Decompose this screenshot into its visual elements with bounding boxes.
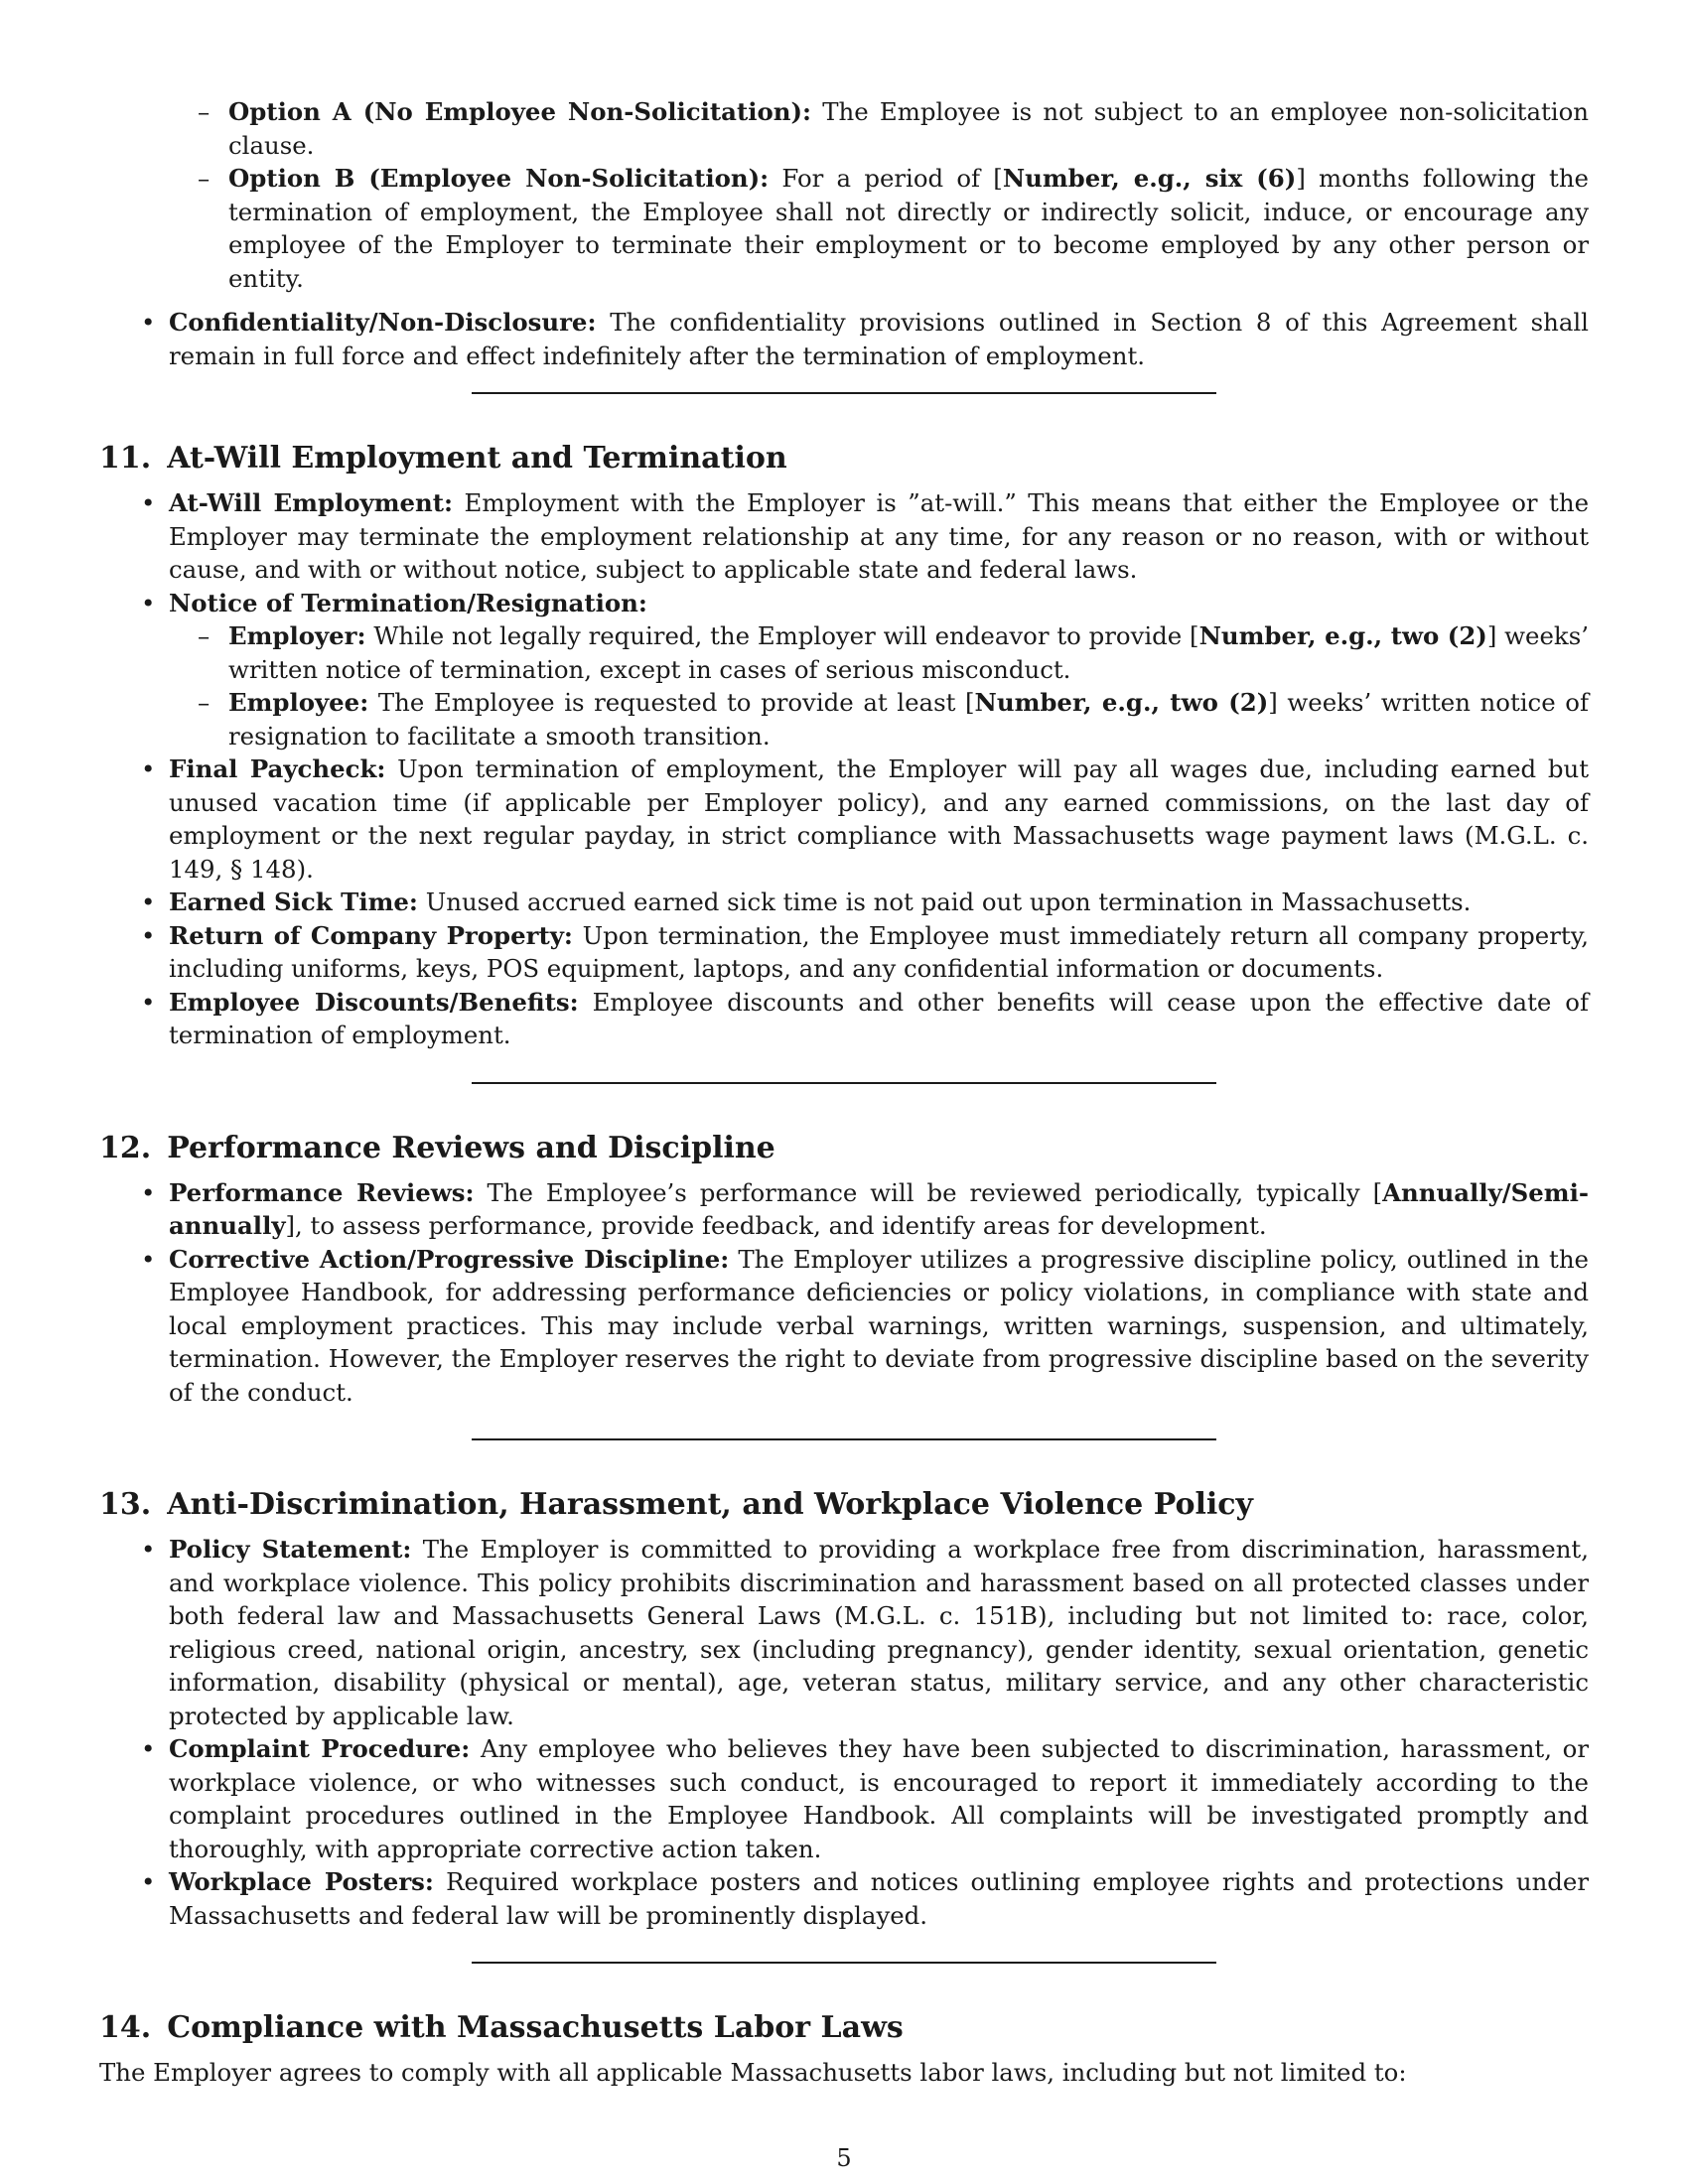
confidentiality-list xyxy=(99,306,1589,372)
performance-reviews-item: • Performance Reviews: The Employee’s performance will be reviewed periodically, typically [Annually/Semi-annually], to assess performance, provide feedback, and identify areas for development. xyxy=(99,1176,1589,1243)
page-number: 5 xyxy=(836,2144,852,2172)
placeholder: Number, e.g., two (2) xyxy=(1198,621,1487,650)
confidentiality-item: • Confidentiality/Non-Disclosure: The confidentiality provisions outlined in Section 8 of this Agreement shall remain in full force and effect indefinitely after the termination of employment. xyxy=(99,306,1589,372)
final-paycheck-item: • Final Paycheck: Upon termination of employment, the Employer will pay all wages due, including earned but unused vacation time (if applicable per Employer policy), and any earned commissions, on the last day of employment or the next regular payday, in strict compliance with Massachusetts wage payment laws (M.G.L. c. 149, § 148). xyxy=(99,752,1589,886)
notice-item: • Notice of Termination/Resignation: – Employer: While not legally required, the Employer will endeavor to provide [Number, e.g., two (2)] weeks’ written notice of termination, except in cases of serious misconduct. – Employee: The Employee is requested to provide at least [Number, e.g., two (2)] weeks’ written notice of resignation to facilitate a smooth transition. xyxy=(99,587,1589,753)
complaint-procedure-item: • Complaint Procedure: Any employee who believes they have been subjected to discrimination, harassment, or workplace violence, or who witnesses such conduct, is encouraged to report it immediately according to the complaint procedures outlined in the Employee Handbook. All complaints will be investigated promptly and thoroughly, with appropriate corrective action taken. xyxy=(99,1732,1589,1865)
non-solicitation-options xyxy=(99,95,1589,295)
placeholder: Number, e.g., six (6) xyxy=(1002,164,1297,193)
section-14-intro: The Employer agrees to comply with all applicable Massachusetts labor laws, including but not limited to: xyxy=(99,2058,1407,2087)
sick-time-item: • Earned Sick Time: Unused accrued earned sick time is not paid out upon termination in Massachusetts. xyxy=(99,886,1589,919)
placeholder: Annually/Semi-annually xyxy=(169,1177,1589,1240)
section-divider xyxy=(472,1962,1216,1964)
at-will-item: • At-Will Employment: Employment with the Employer is ”at-will.” This means that either the Employee or the Employer may terminate the employment relationship at any time, for any reason or no reason, with or without cause, and with or without notice, subject to applicable state and federal laws. xyxy=(99,486,1589,587)
corrective-action-item: • Corrective Action/Progressive Discipline: The Employer utilizes a progressive discipline policy, outlined in the Employee Handbook, for addressing performance deficiencies or policy violations, in compliance with state and local employment practices. This may include verbal warnings, written warnings, suspension, and ultimately, termination. However, the Employer reserves the right to deviate from progressive discipline based on the severity of the conduct. xyxy=(99,1243,1589,1410)
section-13-list xyxy=(99,1533,1589,1932)
section-12-title: 12. Performance Reviews and Discipline xyxy=(99,1130,775,1165)
placeholder: Number, e.g., two (2) xyxy=(974,688,1269,717)
notice-sublist xyxy=(169,619,1589,752)
section-12-list xyxy=(99,1176,1589,1410)
section-divider xyxy=(472,1082,1216,1084)
section-divider xyxy=(472,1438,1216,1440)
document-page xyxy=(99,95,1589,2090)
option-a-item: – Option A (No Employee Non-Solicitation): The Employee is not subject to an employee non-solicitation clause. xyxy=(99,95,1589,162)
section-11-title: 11. At-Will Employment and Termination xyxy=(99,441,787,476)
section-divider xyxy=(472,392,1216,394)
discounts-item: • Employee Discounts/Benefits: Employee discounts and other benefits will cease upon the effective date of termination of employment. xyxy=(99,986,1589,1052)
section-11-list xyxy=(99,486,1589,1052)
employee-notice-item: – Employee: The Employee is requested to provide at least [Number, e.g., two (2)] weeks’ written notice of resignation to facilitate a smooth transition. xyxy=(169,686,1589,752)
return-property-item: • Return of Company Property: Upon termination, the Employee must immediately return all company property, including uniforms, keys, POS equipment, laptops, and any confidential information or documents. xyxy=(99,919,1589,986)
option-b-item: – Option B (Employee Non-Solicitation): For a period of [Number, e.g., six (6)] months following the termination of employment, the Employee shall not directly or indirectly solicit, induce, or encourage any employee of the Employer to terminate their employment or to become employed by any other person or entity. xyxy=(99,162,1589,295)
section-14-title: 14. Compliance with Massachusetts Labor Laws xyxy=(99,2010,904,2045)
employer-notice-item: – Employer: While not legally required, the Employer will endeavor to provide [Number, e.g., two (2)] weeks’ written notice of termination, except in cases of serious misconduct. xyxy=(169,619,1589,686)
policy-statement-item: • Policy Statement: The Employer is committed to providing a workplace free from discrimination, harassment, and workplace violence. This policy prohibits discrimination and harassment based on all protected classes under both federal law and Massachusetts General Laws (M.G.L. c. 151B), including but not limited to: race, color, religious creed, national origin, ancestry, sex (including pregnancy), gender identity, sexual orientation, genetic information, disability (physical or mental), age, veteran status, military service, and any other characteristic protected by applicable law. xyxy=(99,1533,1589,1732)
workplace-posters-item: • Workplace Posters: Required workplace posters and notices outlining employee rights and protections under Massachusetts and federal law will be prominently displayed. xyxy=(99,1865,1589,1932)
section-13-title: 13. Anti-Discrimination, Harassment, and Workplace Violence Policy xyxy=(99,1487,1253,1522)
